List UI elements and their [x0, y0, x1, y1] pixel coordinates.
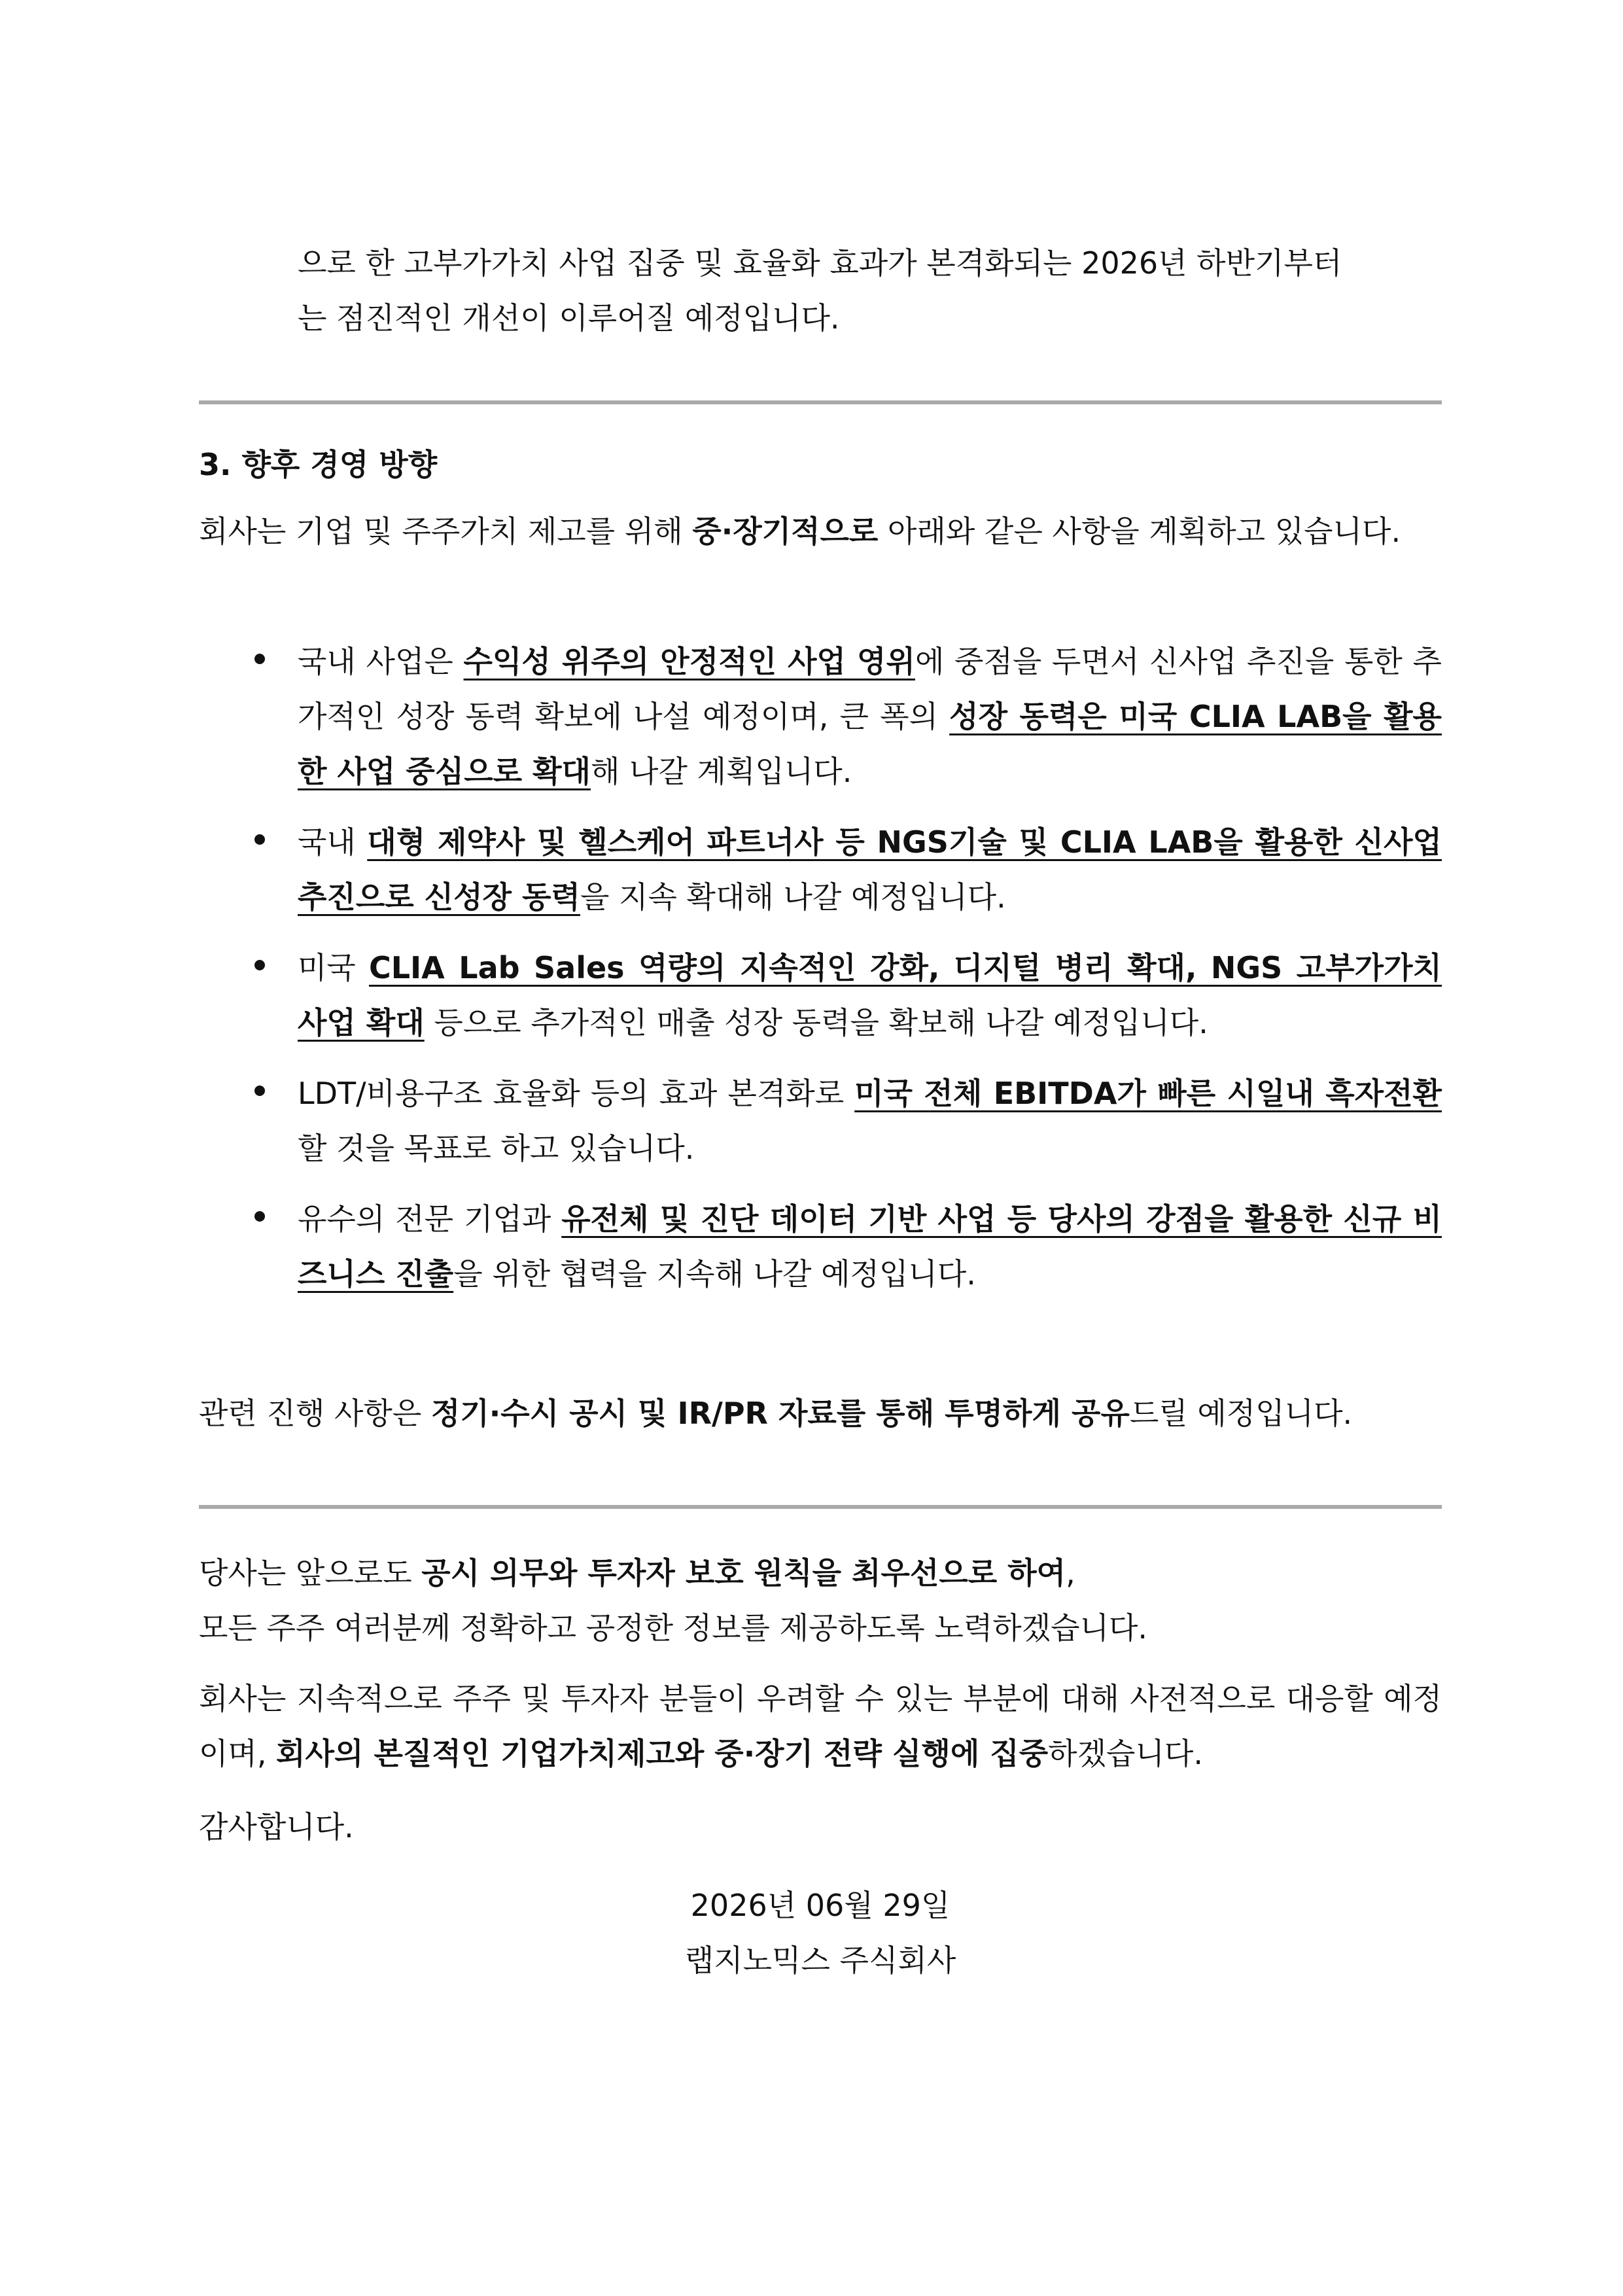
emphasis-text: 회사의 본질적인 기업가치제고와 중·장기 전략 실행에 집중 [276, 1736, 1049, 1771]
underlined-emphasis: CLIA Lab Sales 역량의 지속적인 강화, 디지털 병리 확대, NGS 고부가가치 사업 확대 [298, 950, 1442, 1040]
document-date: 2026년 06월 29일 [690, 1888, 951, 1923]
emphasis-text: 중·장기적으로 [692, 514, 879, 549]
section-heading: 3. 향후 경영 방향 [199, 447, 438, 482]
bullet-icon [254, 1211, 265, 1222]
intro-line-1: 으로 한 고부가가치 사업 집중 및 효율화 효과가 본격화되는 2026년 하반기부터 [298, 245, 1342, 281]
bullet-icon [254, 834, 265, 845]
emphasis-text: 공시 의무와 투자자 보호 원칙을 최우선으로 하여 [421, 1555, 1066, 1591]
emphasis-text: 정기·수시 공시 및 IR/PR 자료를 통해 투명하게 공유 [430, 1396, 1130, 1431]
list-item: 유수의 전문 기업과 유전체 및 진단 데이터 기반 사업 등 당사의 강점을 활용한 신규 비즈니스 진출을 위한 협력을 지속해 나갈 예정입니다. [298, 1192, 1442, 1301]
underlined-emphasis: 성장 동력은 미국 CLIA LAB을 활용한 사업 중심으로 확대 [298, 699, 1442, 789]
intro-line-2: 는 점진적인 개선이 이루어질 예정입니다. [298, 300, 840, 336]
underlined-emphasis: 수익성 위주의 안정적인 사업 영위 [463, 644, 915, 679]
plan-bullet-list [298, 634, 1442, 1317]
section-divider-bottom [199, 1505, 1442, 1509]
commitment-paragraph: 회사는 지속적으로 주주 및 투자자 분들이 우려할 수 있는 부분에 대해 사전적으로 대응할 예정이며, 회사의 본질적인 기업가치제고와 중·장기 전략 실행에 집중하겠습니다. [199, 1681, 1442, 1771]
underlined-emphasis: 미국 전체 EBITDA가 빠른 시일내 흑자전환 [854, 1076, 1442, 1111]
thanks-text: 감사합니다. [199, 1809, 354, 1845]
closing-line-2: 모든 주주 여러분께 정확하고 공정한 정보를 제공하도록 노력하겠습니다. [199, 1610, 1148, 1646]
intro-continuation [298, 236, 1442, 345]
bullet-icon [254, 654, 265, 664]
section-divider-top [199, 400, 1442, 404]
company-name: 랩지노믹스 주식회사 [684, 1943, 956, 1978]
list-item: 미국 CLIA Lab Sales 역량의 지속적인 강화, 디지털 병리 확대, NGS 고부가가치 사업 확대 등으로 추가적인 매출 성장 동력을 확보해 나갈 예정입니다. [298, 940, 1442, 1050]
section-lead-paragraph: 회사는 기업 및 주주가치 제고를 위해 중·장기적으로 아래와 같은 사항을 계획하고 있습니다. [199, 514, 1401, 549]
bullet-icon [254, 960, 265, 970]
underlined-emphasis: 대형 제약사 및 헬스케어 파트너사 등 NGS기술 및 CLIA LAB을 활용한 신사업 추진으로 신성장 동력 [298, 824, 1442, 915]
disclosure-paragraph: 관련 진행 사항은 정기·수시 공시 및 IR/PR 자료를 통해 투명하게 공유드릴 예정입니다. [199, 1396, 1353, 1431]
list-item: LDT/비용구조 효율화 등의 효과 본격화로 미국 전체 EBITDA가 빠른 시일내 흑자전환할 것을 목표로 하고 있습니다. [298, 1066, 1442, 1176]
list-item: 국내 대형 제약사 및 헬스케어 파트너사 등 NGS기술 및 CLIA LAB을 활용한 신사업 추진으로 신성장 동력을 지속 확대해 나갈 예정입니다. [298, 815, 1442, 925]
list-item: 국내 사업은 수익성 위주의 안정적인 사업 영위에 중점을 두면서 신사업 추진을 통한 추가적인 성장 동력 확보에 나설 예정이며, 큰 폭의 성장 동력은 미국 CLIA LAB을 활용한 사업 중심으로 확대해 나갈 계획입니다. [298, 634, 1442, 799]
underlined-emphasis: 유전체 및 진단 데이터 기반 사업 등 당사의 강점을 활용한 신규 비즈니스 진출 [298, 1201, 1442, 1292]
closing-statement: 당사는 앞으로도 공시 의무와 투자자 보호 원칙을 최우선으로 하여, 모든 주주 여러분께 정확하고 공정한 정보를 제공하도록 노력하겠습니다. [199, 1555, 1148, 1646]
bullet-icon [254, 1086, 265, 1096]
